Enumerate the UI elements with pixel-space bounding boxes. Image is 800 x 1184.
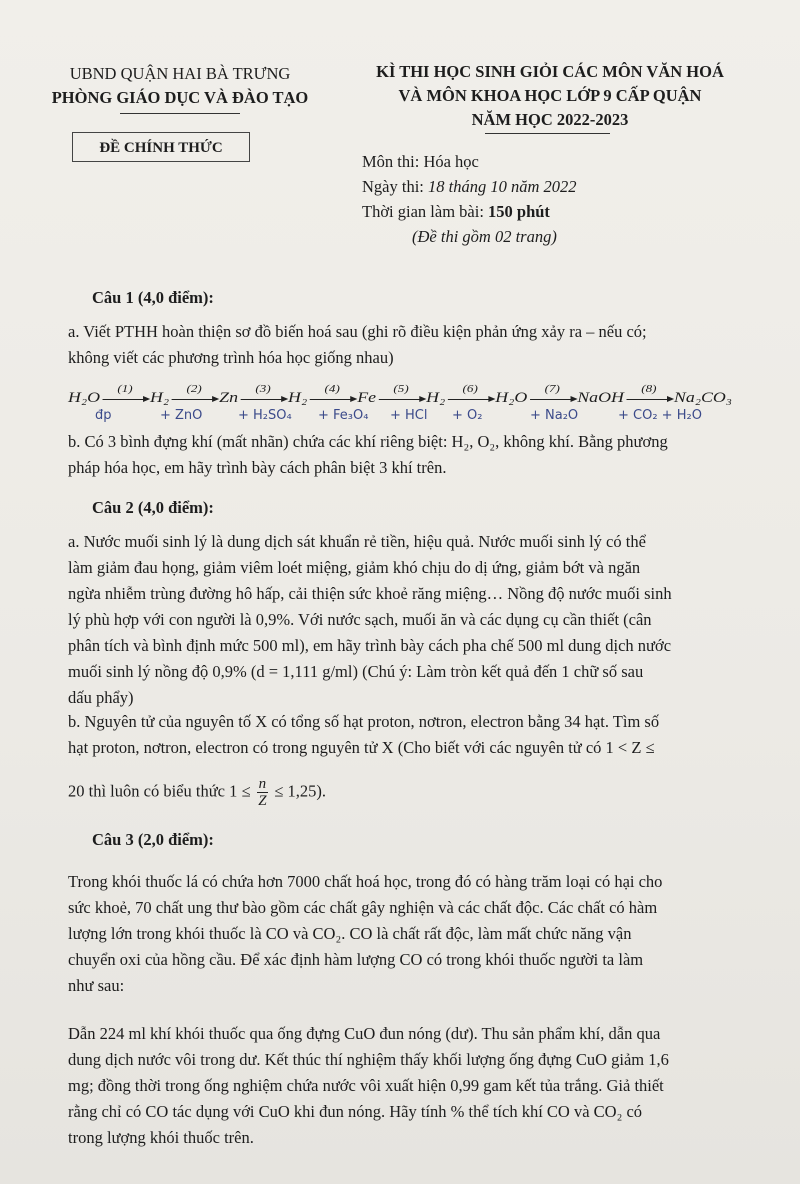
step-label: (4)	[324, 383, 340, 396]
divider	[485, 133, 610, 134]
q1a-line: không viết các phương trình hóa học giống nhau)	[68, 348, 394, 367]
q1b-line: pháp hóa học, em hãy trình bày cách phân biệt 3 khí trên.	[68, 458, 447, 477]
district-name: UBND QUẬN HAI BÀ TRƯNG	[69, 64, 291, 83]
paragraph-line: chuyển oxi của hồng cầu. Để xác định hàm lượng CO có trong khói thuốc người ta làm	[68, 950, 644, 969]
subject-line	[362, 152, 479, 172]
step-label: (5)	[393, 383, 409, 396]
reaction-arrow	[102, 383, 147, 400]
date-value: 18 tháng 10 năm 2022	[428, 177, 577, 196]
subject-label: Môn thi:	[362, 152, 424, 171]
chemical-species: H₂O	[495, 390, 528, 406]
arrow-line	[626, 399, 671, 400]
paragraph-line: như sau:	[68, 976, 125, 995]
formula-prefix: 20 thì luôn có biểu thức 1 ≤	[68, 781, 255, 801]
handwritten-note: + CO₂ + H₂O	[618, 408, 702, 423]
step-label: (1)	[117, 383, 133, 396]
chemical-species: H₂O	[68, 390, 101, 406]
reaction-arrow	[310, 383, 355, 400]
date-label: Ngày thi:	[362, 177, 428, 196]
q1b-line: b. Có 3 bình đựng khí (mất nhãn) chứa các khí riêng biệt: H₂, O₂, không khí. Bằng phương	[68, 432, 668, 451]
paragraph-line: lý phù hợp với con người là 0,9%. Với nước sạch, muối ăn và các dụng cụ cần thiết (cân	[68, 610, 652, 629]
department-name: PHÒNG GIÁO DỤC VÀ ĐÀO TẠO	[51, 88, 309, 107]
paragraph-line: Trong khói thuốc lá có chứa hơn 7000 chất hoá học, trong đó có hàng trăm loại có hại cho	[68, 872, 663, 891]
subject-value: Hóa học	[423, 152, 479, 171]
step-label: (7)	[544, 383, 560, 396]
paragraph-line: trong lượng khói thuốc trên.	[68, 1128, 254, 1147]
fraction-numerator: n	[258, 776, 267, 792]
time-line	[362, 202, 550, 222]
step-label: (3)	[255, 383, 271, 396]
official-label: ĐỀ CHÍNH THỨC	[99, 140, 223, 156]
paragraph-line: ngừa nhiễm trùng đường hô hấp, cải thiện sức khoẻ răng miệng… Nồng độ nước muối sinh	[68, 584, 672, 603]
paragraph-line: dung dịch nước vôi trong dư. Kết thúc thí nghiệm thấy khối lượng ống đựng CuO giảm 1,6	[68, 1050, 669, 1069]
handwritten-note: + O₂	[452, 408, 483, 423]
paragraph-line: dấu phẩy)	[68, 688, 134, 707]
question-3-title: Câu 3 (2,0 điểm):	[92, 830, 214, 849]
fraction	[257, 776, 269, 809]
reaction-scheme	[68, 383, 732, 407]
arrow-line	[102, 399, 147, 400]
divider	[120, 113, 240, 114]
q2b-line: hạt proton, nơtron, electron có trong nguyên tử X (Cho biết với các nguyên tử có 1 < Z ≤	[68, 738, 655, 757]
paragraph-line: lượng lớn trong khói thuốc là CO và CO₂. CO là chất rất độc, làm mất chức năng vận	[68, 924, 632, 943]
question-2-title: Câu 2 (4,0 điểm):	[92, 498, 214, 517]
chemical-species: H₂	[426, 390, 446, 406]
reaction-arrow	[240, 383, 285, 400]
paragraph-line: sức khoẻ, 70 chất ung thư bào gồm các chất gây nghiện và các chất độc. Các chất có hàm	[68, 898, 658, 917]
exam-title-2: VÀ MÔN KHOA HỌC LỚP 9 CẤP QUẬN	[398, 86, 702, 105]
paragraph-line: phân tích và bình định mức 500 ml), em hãy trình bày cách pha chế 500 ml dung dịch nước	[68, 636, 672, 655]
fraction-denominator: Z	[258, 793, 267, 809]
arrow-line	[172, 399, 217, 400]
question-1-title: Câu 1 (4,0 điểm):	[92, 288, 214, 307]
time-value: 150 phút	[488, 202, 550, 221]
step-label: (2)	[186, 383, 202, 396]
paragraph-line: rằng chỉ có CO tác dụng với CuO khi đun nóng. Hãy tính % thể tích khí CO và CO₂ có	[68, 1102, 643, 1121]
arrow-line	[530, 399, 575, 400]
q1a-line: a. Viết PTHH hoàn thiện sơ đồ biến hoá sau (ghi rõ điều kiện phản ứng xảy ra – nếu có;	[68, 322, 647, 341]
chemical-species: Na₂CO₃	[673, 390, 732, 406]
time-label: Thời gian làm bài:	[362, 202, 489, 221]
reaction-arrow	[378, 383, 423, 400]
school-year: NĂM HỌC 2022-2023	[471, 110, 629, 129]
q2b-line	[68, 776, 326, 809]
arrow-line	[310, 399, 355, 400]
paragraph-line: mg; đồng thời trong ống nghiệm chứa nước vôi xuất hiện 0,99 gam kết tủa trắng. Giả thiết	[68, 1076, 664, 1095]
arrow-line	[240, 399, 285, 400]
paragraph-line: a. Nước muối sinh lý là dung dịch sát khuẩn rẻ tiền, hiệu quả. Nước muối sinh lý có thể	[68, 532, 646, 551]
pages-note: (Đề thi gồm 02 trang)	[412, 227, 557, 246]
step-label: (8)	[641, 383, 657, 396]
paragraph-line: làm giảm đau họng, giảm viêm loét miệng, giảm khó chịu do dị ứng, giảm bớt và ngăn	[68, 558, 641, 577]
chemical-species: NaOH	[577, 390, 624, 406]
reaction-arrow	[172, 383, 217, 400]
paragraph-line: Dẫn 224 ml khí khói thuốc qua ống đựng CuO đun nóng (dư). Thu sản phẩm khí, dẫn qua	[68, 1024, 661, 1043]
handwritten-note: + Fe₃O₄	[318, 408, 369, 423]
reaction-arrow	[448, 383, 493, 400]
date-line	[362, 177, 577, 197]
paragraph-line: muối sinh lý nồng độ 0,9% (d = 1,111 g/ml) (Chú ý: Làm tròn kết quả đến 1 chữ số sau	[68, 662, 644, 681]
q2b-line: b. Nguyên tử của nguyên tố X có tổng số hạt proton, nơtron, electron bằng 34 hạt. Tìm số	[68, 712, 660, 731]
step-label: (6)	[462, 383, 478, 396]
chemical-species: Fe	[357, 390, 377, 406]
chemical-species: Zn	[219, 390, 239, 406]
handwritten-note: đp	[95, 408, 112, 423]
chemical-species: H₂	[288, 390, 308, 406]
formula-suffix: ≤ 1,25).	[270, 781, 326, 801]
handwritten-note: + H₂SO₄	[238, 408, 292, 423]
handwritten-note: + ZnO	[160, 408, 203, 423]
chemical-species: H₂	[150, 390, 170, 406]
arrow-line	[448, 399, 493, 400]
reaction-arrow	[626, 383, 671, 400]
arrow-line	[378, 399, 423, 400]
handwritten-note: + HCl	[390, 408, 428, 423]
exam-title-1: KÌ THI HỌC SINH GIỎI CÁC MÔN VĂN HOÁ	[376, 62, 724, 81]
handwritten-note: + Na₂O	[530, 408, 579, 423]
reaction-arrow	[530, 383, 575, 400]
